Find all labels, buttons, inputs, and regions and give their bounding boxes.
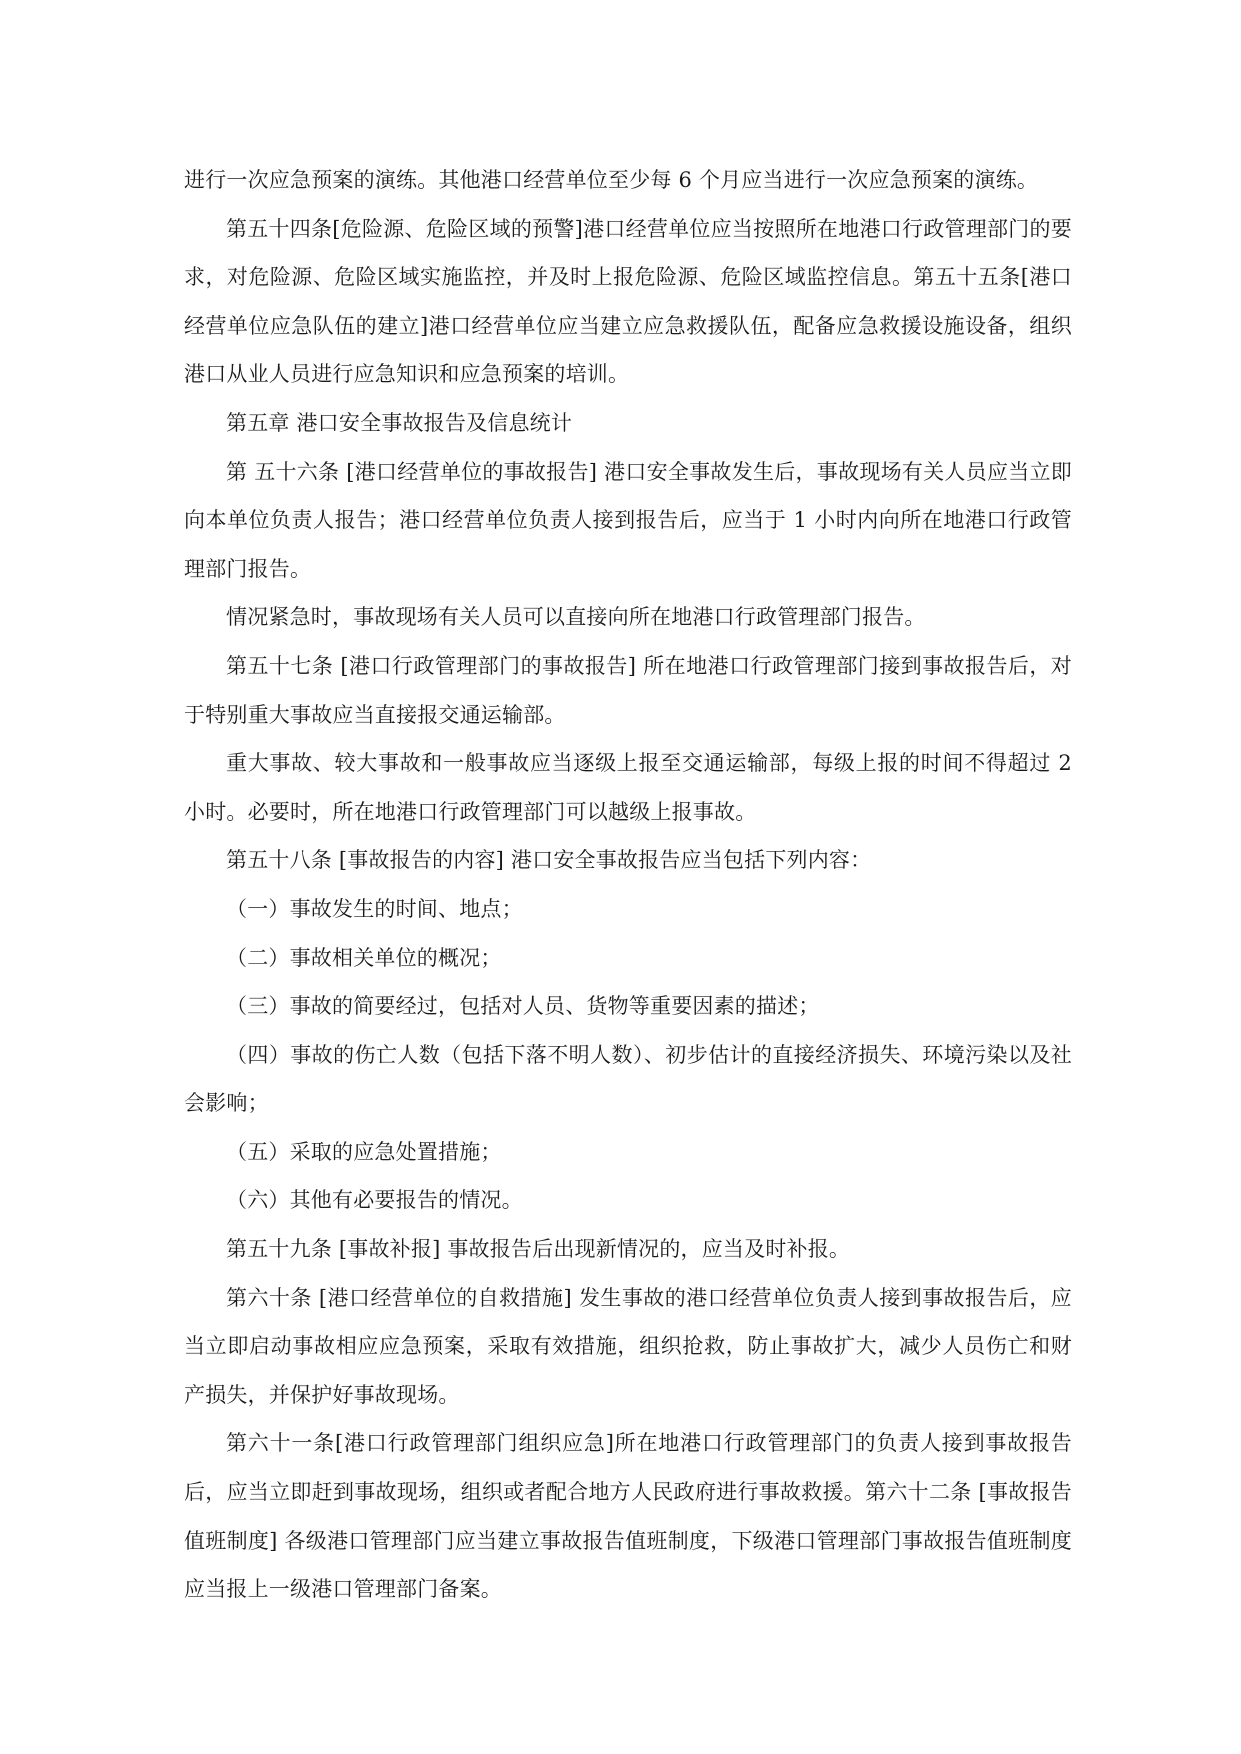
list-item-4: （四）事故的伤亡人数（包括下落不明人数）、初步估计的直接经济损失、环境污染以及社会影响； (184, 1042, 1072, 1116)
list-item-5: （五）采取的应急处置措施； (226, 1139, 502, 1164)
paragraph-article-57: 第五十七条 [港口行政管理部门的事故报告] 所在地港口行政管理部门接到事故报告后，对于特别重大事故应当直接报交通运输部。 (184, 653, 1072, 727)
paragraph-article-56: 第 五十六条 [港口经营单位的事故报告] 港口安全事故发生后，事故现场有关人员应当立即向本单位负责人报告；港口经营单位负责人接到报告后，应当于 1 小时内向所在地港口行政管理部门报告。 (184, 459, 1072, 581)
chapter-heading-5: 第五章 港口安全事故报告及信息统计 (226, 410, 573, 435)
paragraph-report-levels: 重大事故、较大事故和一般事故应当逐级上报至交通运输部，每级上报的时间不得超过 2 小时。必要时，所在地港口行政管理部门可以越级上报事故。 (184, 751, 1072, 824)
paragraph-drill-continued: 进行一次应急预案的演练。其他港口经营单位至少每 6 个月应当进行一次应急预案的演练。 (184, 168, 1039, 192)
paragraph-article-60: 第六十条 [港口经营单位的自救措施] 发生事故的港口经营单位负责人接到事故报告后，应当立即启动事故相应应急预案，采取有效措施，组织抢救，防止事故扩大，减少人员伤亡和财产损失，并保护好事故现场。 (184, 1285, 1072, 1407)
list-item-3: （三）事故的简要经过，包括对人员、货物等重要因素的描述； (226, 994, 820, 1019)
paragraph-article-54-55: 第五十四条[危险源、危险区域的预警]港口经营单位应当按照所在地港口行政管理部门的要求，对危险源、危险区域实施监控，并及时上报危险源、危险区域监控信息。第五十五条[港口经营单位应急队伍的建立]港口经营单位应当建立应急救援队伍，配备应急救援设施设备，组织港口从业人员进行应急知识和应急预案的培训。 (184, 216, 1072, 387)
list-item-6: （六）其他有必要报告的情况。 (226, 1188, 523, 1213)
list-item-2: （二）事故相关单位的概况； (226, 945, 502, 970)
paragraph-article-61-62: 第六十一条[港口行政管理部门组织应急]所在地港口行政管理部门的负责人接到事故报告后，应当立即赶到事故现场，组织或者配合地方人民政府进行事故救援。第六十二条 [事故报告值班制度] 各级港口管理部门应当建立事故报告值班制度，下级港口管理部门事故报告值班制度应当报上一级港口管理部门备案。 (184, 1431, 1072, 1602)
list-item-1: （一）事故发生的时间、地点； (226, 896, 523, 921)
paragraph-article-59: 第五十九条 [事故补报] 事故报告后出现新情况的，应当及时补报。 (226, 1237, 851, 1262)
paragraph-emergency-report: 情况紧急时，事故现场有关人员可以直接向所在地港口行政管理部门报告。 (226, 605, 926, 630)
paragraph-article-58: 第五十八条 [事故报告的内容] 港口安全事故报告应当包括下列内容： (226, 848, 872, 873)
document-body (184, 156, 1072, 1614)
